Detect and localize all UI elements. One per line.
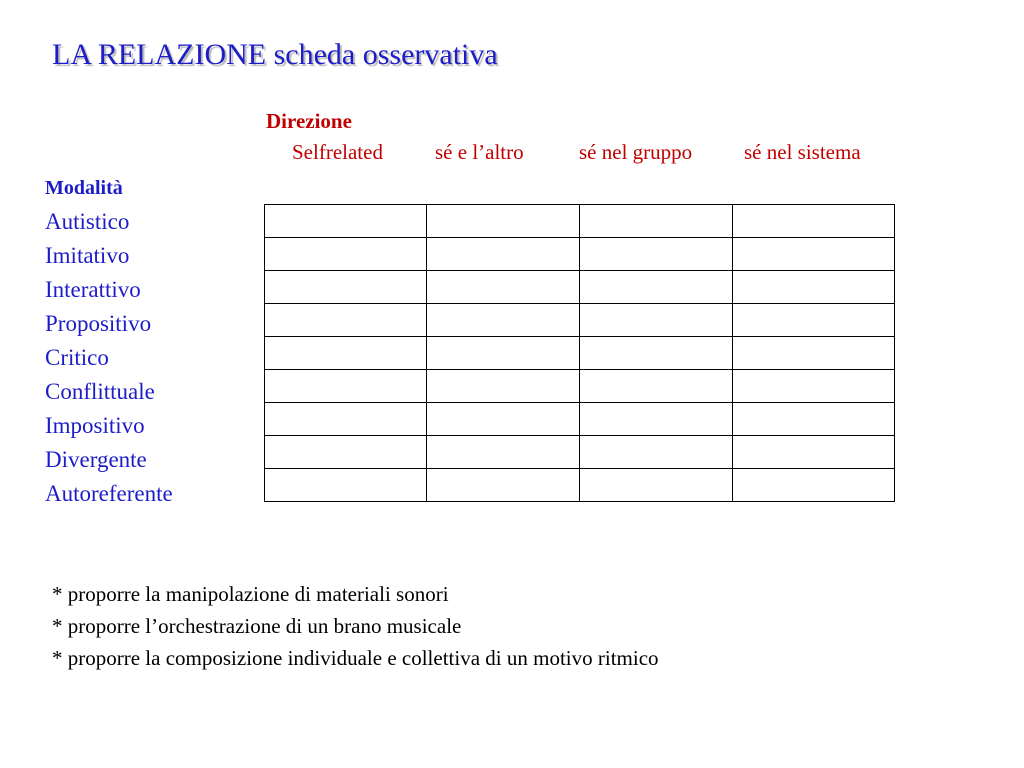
row-label-critico: Critico xyxy=(45,345,109,370)
grid-cell[interactable] xyxy=(580,370,733,403)
grid-cell[interactable] xyxy=(427,337,580,370)
grid-cell[interactable] xyxy=(265,469,427,502)
row-label-impositivo: Impositivo xyxy=(45,413,145,438)
grid-cell[interactable] xyxy=(580,238,733,271)
grid-cell[interactable] xyxy=(733,271,895,304)
grid-cell[interactable] xyxy=(733,469,895,502)
grid-cell[interactable] xyxy=(427,271,580,304)
grid-cell[interactable] xyxy=(265,304,427,337)
grid-cell[interactable] xyxy=(580,304,733,337)
row-label-autoreferente: Autoreferente xyxy=(45,481,173,506)
row-label-propositivo: Propositivo xyxy=(45,311,152,336)
grid-cell[interactable] xyxy=(733,205,895,238)
grid-cell[interactable] xyxy=(265,238,427,271)
column-header-se-e-altro: sé e l’altro xyxy=(435,140,524,164)
grid-row xyxy=(265,469,895,502)
grid-cell[interactable] xyxy=(733,436,895,469)
grid-row xyxy=(265,304,895,337)
direzione-label: Direzione xyxy=(266,109,352,133)
row-label-autistico: Autistico xyxy=(45,209,130,234)
grid-cell[interactable] xyxy=(733,370,895,403)
grid-cell[interactable] xyxy=(265,205,427,238)
grid-cell[interactable] xyxy=(265,436,427,469)
page-title: LA RELAZIONE scheda osservativa xyxy=(52,38,498,71)
grid-cell[interactable] xyxy=(265,271,427,304)
row-label-imitativo: Imitativo xyxy=(45,243,130,268)
grid-cell[interactable] xyxy=(580,337,733,370)
observation-grid xyxy=(264,204,895,502)
grid-cell[interactable] xyxy=(733,337,895,370)
grid-cell[interactable] xyxy=(580,205,733,238)
grid-cell[interactable] xyxy=(427,370,580,403)
note-item: * proporre la composizione individuale e collettiva di un motivo ritmico xyxy=(52,646,659,670)
grid-cell[interactable] xyxy=(580,271,733,304)
grid-row xyxy=(265,337,895,370)
column-header-se-nel-sistema: sé nel sistema xyxy=(744,140,861,164)
grid-cell[interactable] xyxy=(427,238,580,271)
grid-cell[interactable] xyxy=(733,238,895,271)
grid-cell[interactable] xyxy=(265,337,427,370)
row-label-interattivo: Interattivo xyxy=(45,277,141,302)
grid-cell[interactable] xyxy=(733,403,895,436)
grid-cell[interactable] xyxy=(733,304,895,337)
grid-cell[interactable] xyxy=(427,205,580,238)
grid-row xyxy=(265,205,895,238)
column-header-selfrelated: Selfrelated xyxy=(292,140,383,164)
grid-cell[interactable] xyxy=(580,469,733,502)
row-label-conflittuale: Conflittuale xyxy=(45,379,155,404)
row-label-divergente: Divergente xyxy=(45,447,147,472)
note-item: * proporre la manipolazione di materiali sonori xyxy=(52,582,449,606)
grid-row xyxy=(265,238,895,271)
grid-row xyxy=(265,436,895,469)
grid-cell[interactable] xyxy=(427,304,580,337)
grid-cell[interactable] xyxy=(265,403,427,436)
grid-cell[interactable] xyxy=(580,436,733,469)
grid-cell[interactable] xyxy=(427,469,580,502)
grid-cell[interactable] xyxy=(580,403,733,436)
notes-list xyxy=(52,578,659,674)
column-header-se-nel-gruppo: sé nel gruppo xyxy=(579,140,693,164)
grid-cell[interactable] xyxy=(265,370,427,403)
modalita-label: Modalità xyxy=(45,177,123,199)
grid-row xyxy=(265,370,895,403)
note-item: * proporre l’orchestrazione di un brano musicale xyxy=(52,614,462,638)
grid-row xyxy=(265,403,895,436)
grid-cell[interactable] xyxy=(427,436,580,469)
grid-cell[interactable] xyxy=(427,403,580,436)
grid-row xyxy=(265,271,895,304)
